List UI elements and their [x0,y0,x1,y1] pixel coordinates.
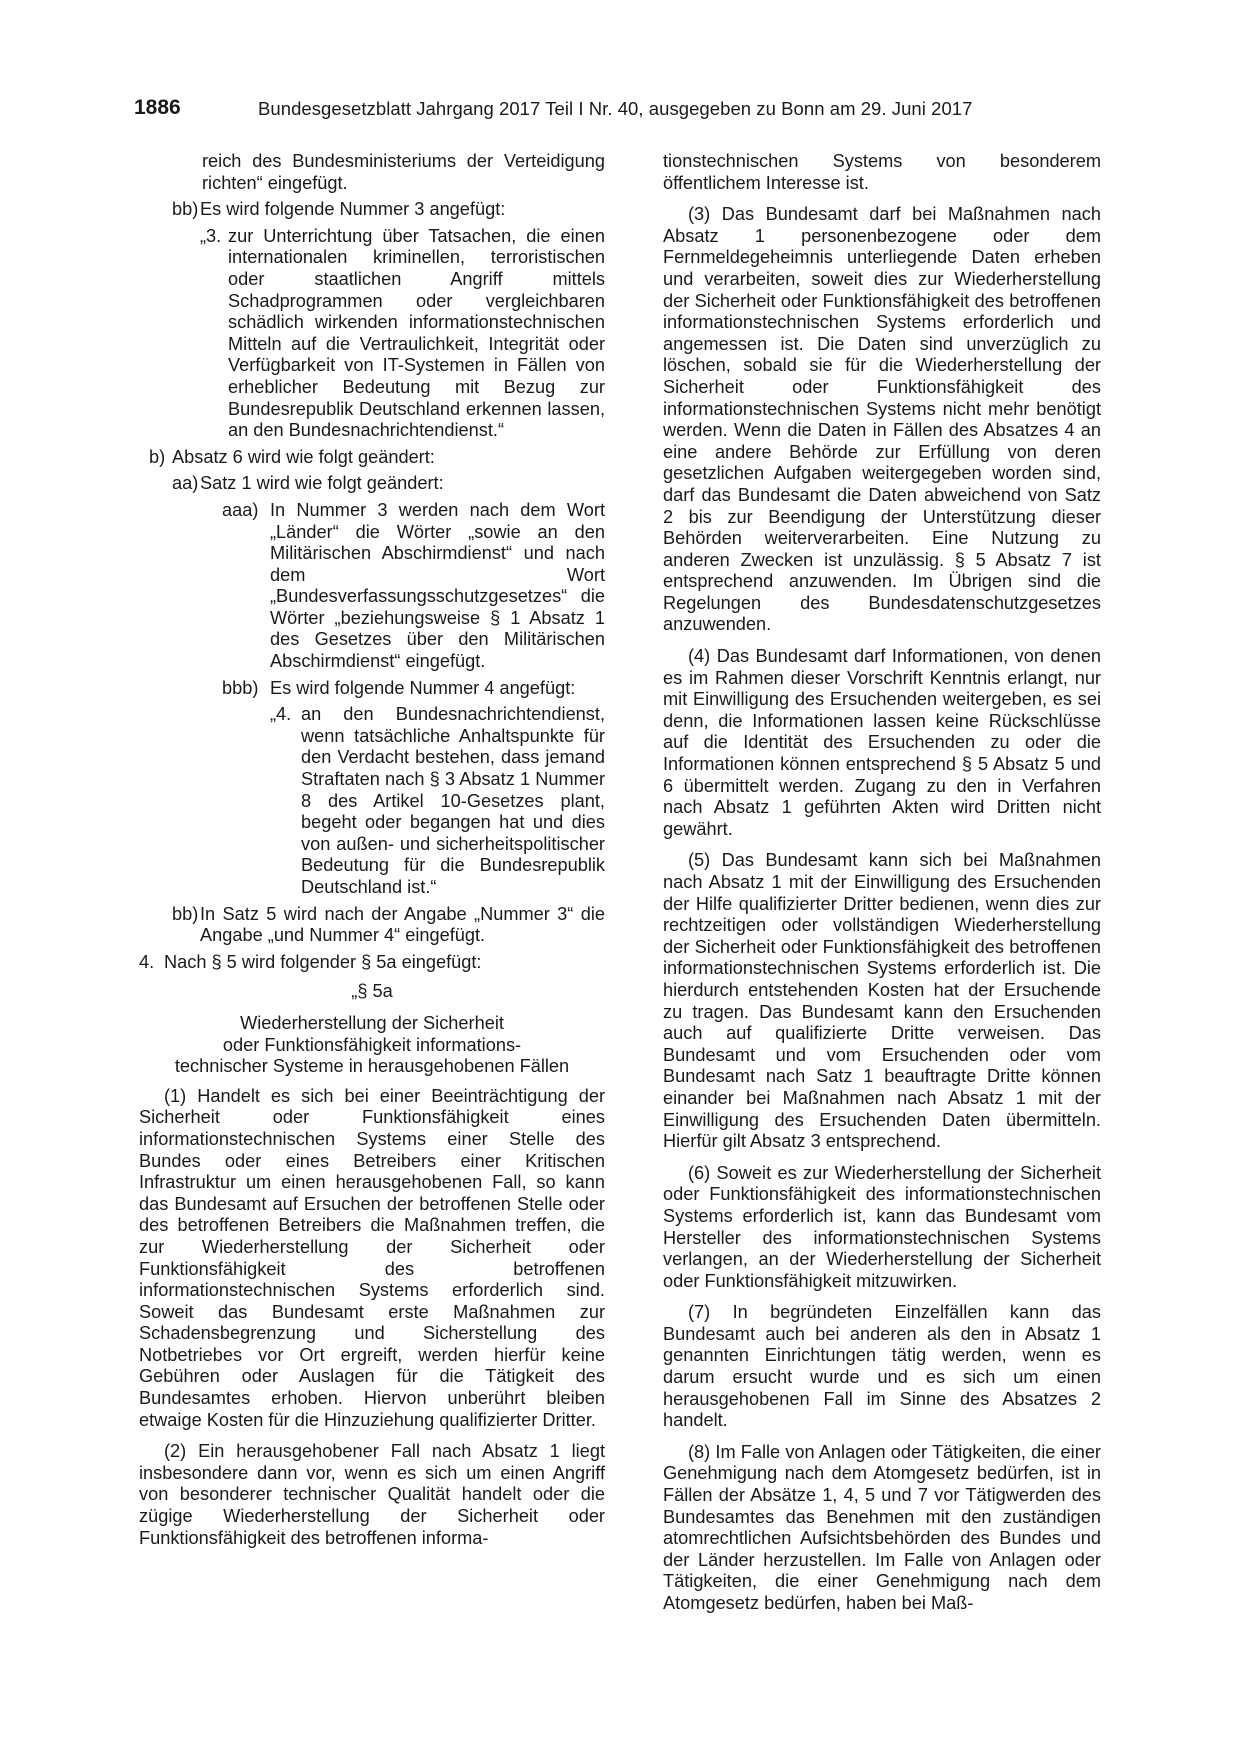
list-text: In Satz 5 wird nach der Angabe „Nummer 3“ die Angabe „und Nummer 4“ eingefügt. [200,903,605,946]
continuation-text: reich des Bundesministeriums der Verteidigung richten“ eingefügt. [202,151,605,193]
list-text: Satz 1 wird wie folgt geändert: [200,473,444,494]
list-label: b) [149,446,166,467]
list-text: Absatz 6 wird wie folgt geändert: [172,446,435,467]
section-title-line: technischer Systeme in herausgehobenen Fällen [174,1056,570,1077]
list-item-bb [139,199,605,221]
paragraph-6: (6) Soweit es zur Wiederherstellung der Sicherheit oder Funktionsfähigkeit des informationstechnischen Systems erforderlich ist, kann das Bundesamt vom Hersteller des informationstechnischen Systems verlangen, an der Wiederherstellung der Sicherheit oder Funktionsfähigkeit mitzuwirken. [663,1162,1101,1291]
list-label: bb) [172,199,199,220]
left-column [139,151,605,1549]
paragraph-7: (7) In begründeten Einzelfällen kann das Bundesamt auch bei anderen als den in Absatz 1 genannten Einrichtungen tätig werden, wenn es darum ersucht wurde und es sich um einen herausgehobenen Fall im Sinne des Absatzes 2 handelt. [663,1302,1101,1431]
list-label: aaa) [222,499,259,520]
section-title-line: Wiederherstellung der Sicherheit [240,1012,504,1033]
paragraph-1: (1) Handelt es sich bei einer Beeinträchtigung der Sicherheit oder Funktionsfähigkeit eines informationstechnischen Systems einer Stelle des Bundes oder eines Betreibers einer Kritischen Infrastruktur um einen herausgehobenen Fall, so kann das Bundesamt auf Ersuchen der betroffenen Stelle oder des betroffenen Betreibers die Maßnahmen treffen, die zur Wiederherstellung der Sicherheit oder Funktionsfähigkeit des betroffenen informationstechnischen Systems erforderlich sind. Soweit das Bundesamt erste Maßnahmen zur Schadensbegrenzung und Sicherstellung des Notbetriebes vor Ort ergreift, werden hierfür keine Gebühren oder Auslagen für die Tätigkeit des Bundesamtes erhoben. Hiervon unberührt bleiben etwaige Kosten für die Hinzuziehung qualifizierter Dritter. [139,1085,605,1430]
section-title-line: oder Funktionsfähigkeit informations- [222,1034,522,1055]
list-text: zur Unterrichtung über Tatsachen, die einen internationalen kriminellen, terroristischen oder staatlichen Angriff mittels Schadprogrammen oder vergleichbaren schädlich wirkenden informationstechnischen Mitteln auf die Vertraulichkeit, Integrität oder Verfügbarkeit von IT-Systemen in Fällen von erheblicher Bedeutung mit Bezug zur Bundesrepublik Deutschland erkennen lassen, an den Bundesnachrichtendienst.“ [228,225,605,441]
list-item-quote-3 [139,226,605,442]
list-text: Nach § 5 wird folgender § 5a eingefügt: [164,951,482,972]
list-text: Es wird folgende Nummer 4 angefügt: [270,677,576,698]
list-item-b [139,447,605,469]
list-item-bbb [139,678,605,700]
list-label: bb) [172,903,199,924]
page-number: 1886 [134,96,181,119]
list-text: Es wird folgende Nummer 3 angefügt: [200,199,506,220]
list-text: an den Bundesnachrichtendienst, wenn tatsächliche Anhaltspunkte für den Verdacht bestehen, dass jemand Straftaten nach § 3 Absatz 1 Nummer 8 des Artikel 10-Gesetzes plant, begeht oder begangen hat und dies von außen- und sicherheitspolitischer Bedeutung für die Bundesrepublik Deutschland ist.“ [301,704,605,897]
right-column [663,151,1101,1615]
list-text: In Nummer 3 werden nach dem Wort „Länder“ die Wörter „sowie an den Militärischen Abschirmdienst“ und nach dem Wort „Bundesverfassungsschutzgesetzes“ die Wörter „beziehungsweise § 1 Absatz 1 des Gesetzes über den Militärischen Abschirmdienst“ eingefügt. [270,499,605,672]
page-header-title: Bundesgesetzblatt Jahrgang 2017 Teil I Nr. 40, ausgegeben zu Bonn am 29. Juni 2017 [258,98,973,119]
section-number: „§ 5a [351,981,393,1002]
list-label: 4. [139,951,155,972]
paragraph-8: (8) Im Falle von Anlagen oder Tätigkeiten, die einer Genehmigung nach dem Atomgesetz bedürfen, ist in Fällen der Absätze 1, 4, 5 und 7 vor Tätigwerden des Bundesamtes das Benehmen mit den zuständigen atomrechtlichen Aufsichtsbehörden des Bundes und der Länder herzustellen. Im Falle von Anlagen oder Tätigkeiten, die einer Genehmigung nach dem Atomgesetz bedürfen, haben bei Maß- [663,1441,1101,1613]
continuation-text: tionstechnischen Systems von besonderem öffentlichem Interesse ist. [663,151,1101,193]
paragraph-4: (4) Das Bundesamt darf Informationen, von denen es im Rahmen dieser Vorschrift Kenntnis erlangt, nur mit Einwilligung des Ersuchenden weitergeben, es sei denn, die Informationen lassen keine Rückschlüsse auf die Identität des Ersuchenden zu oder die Informationen können entsprechend § 5 Absatz 5 und 6 übermittelt werden. Zugang zu den in Verfahren nach Absatz 1 geführten Akten wird Dritten nicht gewährt. [663,646,1101,839]
list-item-4 [139,952,605,974]
list-item-bb-2 [139,904,605,947]
list-label: bbb) [222,677,259,698]
paragraph-2: (2) Ein herausgehobener Fall nach Absatz 1 liegt insbesondere dann vor, wenn es sich um einen Angriff von besonderer technischer Qualität handelt oder die zügige Wiederherstellung der Sicherheit oder Funktionsfähigkeit des betroffenen informa- [139,1441,605,1548]
list-item-aaa [139,500,605,673]
paragraph-5: (5) Das Bundesamt kann sich bei Maßnahmen nach Absatz 1 mit der Einwilligung des Ersuchenden der Hilfe qualifizierter Dritter bedienen, wenn dies zur rechtzeitigen oder vollständigen Wiederherstellung der Sicherheit oder Funktionsfähigkeit des betroffenen informationstechnischen Systems erforderlich ist. Die hierdurch entstehenden Kosten hat der Ersuchende zu tragen. Das Bundesamt kann den Ersuchenden auch auf qualifizierte Dritte verweisen. Das Bundesamt und vom Ersuchenden oder vom Bundesamt nach Satz 1 beauftragte Dritte können einander bei Maßnahmen nach Absatz 1 mit der Einwilligung des Ersuchenden Daten übermitteln. Hierfür gilt Absatz 3 entsprechend. [663,850,1101,1152]
paragraph-3: (3) Das Bundesamt darf bei Maßnahmen nach Absatz 1 personenbezogene oder dem Fernmeldegeheimnis unterliegende Daten erheben und verarbeiten, soweit dies zur Wiederherstellung der Sicherheit oder Funktionsfähigkeit des betroffenen informationstechnischen Systems erforderlich und angemessen ist. Die Daten sind unverzüglich zu löschen, sobald sie für die Wiederherstellung der Sicherheit oder Funktionsfähigkeit des informationstechnischen Systems nicht mehr benötigt werden. Wenn die Daten in Fällen des Absatzes 4 an eine andere Behörde zur Erfüllung von deren gesetzlichen Aufgaben weitergegeben worden sind, darf das Bundesamt die Daten abweichend von Satz 2 bis zur Beendigung der Unterstützung dieser Behörden weiterverarbeiten. Eine Nutzung zu anderen Zwecken ist unzulässig. § 5 Absatz 7 ist entsprechend anzuwenden. Im Übrigen sind die Regelungen des Bundesdatenschutzgesetzes anzuwenden. [663,204,1101,635]
list-item-quote-4 [139,704,605,898]
list-label: „4. [270,704,292,725]
list-label: „3. [200,225,222,246]
list-item-aa [139,473,605,495]
list-label: aa) [172,473,199,494]
